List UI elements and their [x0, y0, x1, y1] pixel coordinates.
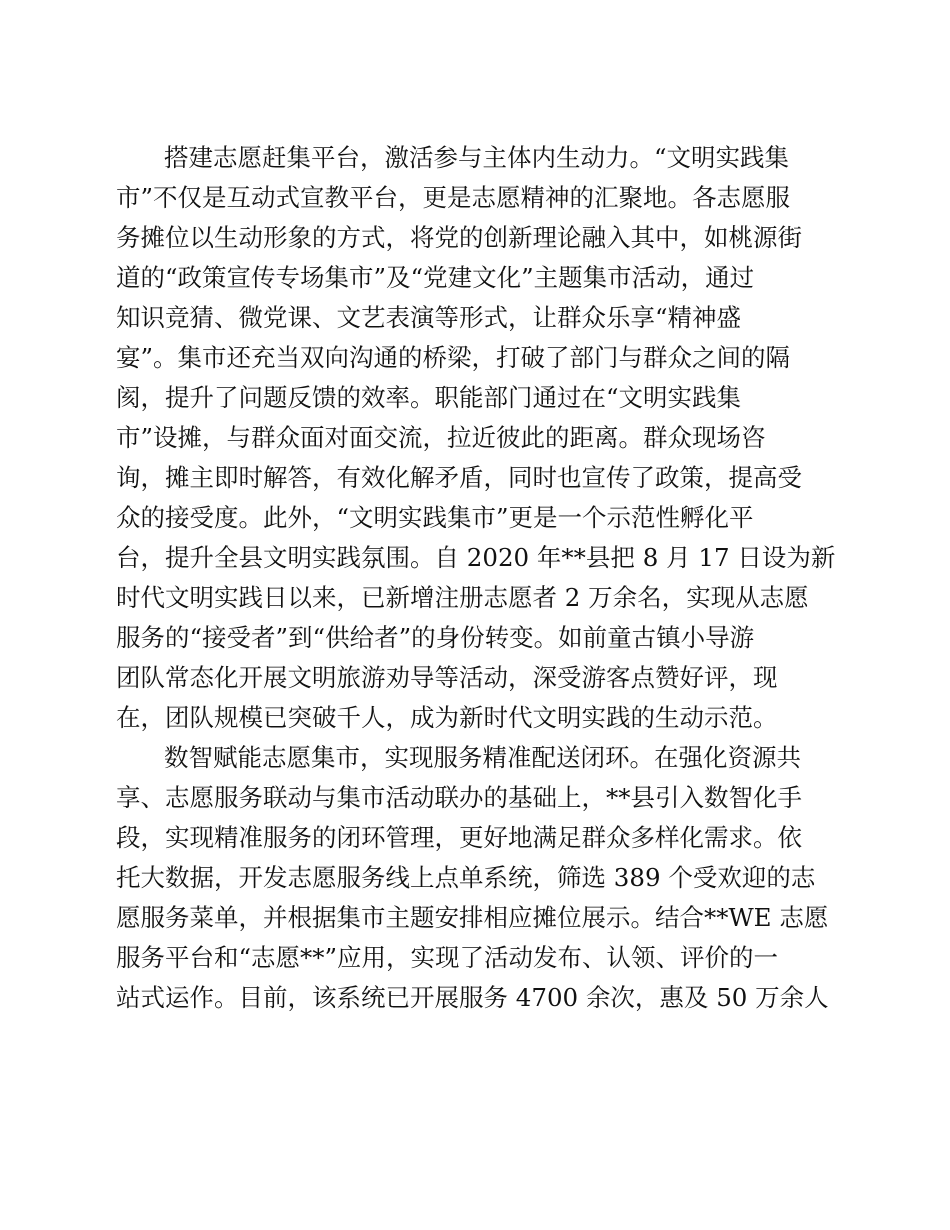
- paragraph-line: 众的接受度。此外，“文明实践集市”更是一个示范性孵化平: [116, 503, 754, 532]
- paragraph-line: 市”不仅是互动式宣教平台，更是志愿精神的汇聚地。各志愿服: [116, 183, 791, 212]
- paragraph-line: 数智赋能志愿集市，实现服务精准配送闭环。在强化资源共: [164, 743, 801, 772]
- paragraph-line: 知识竞猜、微党课、文艺表演等形式，让群众乐享“精神盛: [116, 303, 742, 332]
- paragraph-line: 宴”。集市还充当双向沟通的桥梁，打破了部门与群众之间的隔: [116, 343, 791, 372]
- paragraph-line: 段，实现精准服务的闭环管理，更好地满足群众多样化需求。依: [116, 823, 802, 852]
- paragraph-line: 市”设摊，与群众面对面交流，拉近彼此的距离。群众现场咨: [116, 423, 766, 452]
- paragraph-line: 时代文明实践日以来，已新增注册志愿者 2 万余名，实现从志愿: [116, 583, 809, 612]
- paragraph-line: 服务的“接受者”到“供给者”的身份转变。如前童古镇小导游: [116, 623, 755, 652]
- paragraph-line: 享、志愿服务联动与集市活动联办的基础上，**县引入数智化手: [116, 783, 802, 812]
- paragraph-line: 台，提升全县文明实践氛围。自 2020 年**县把 8 月 17 日设为新: [116, 543, 836, 572]
- paragraph-line: 道的“政策宣传专场集市”及“党建文化”主题集市活动，通过: [116, 263, 755, 292]
- paragraph-line: 询，摊主即时解答，有效化解矛盾，同时也宣传了政策，提高受: [116, 463, 802, 492]
- paragraph-line: 搭建志愿赶集平台，激活参与主体内生动力。“文明实践集: [164, 143, 790, 172]
- paragraph-line: 阂，提升了问题反馈的效率。职能部门通过在“文明实践集: [116, 383, 742, 412]
- paragraph-line: 在，团队规模已突破千人，成为新时代文明实践的生动示范。: [116, 703, 778, 732]
- paragraph-line: 团队常态化开展文明旅游劝导等活动，深受游客点赞好评，现: [116, 663, 778, 692]
- paragraph-line: 托大数据，开发志愿服务线上点单系统，筛选 389 个受欢迎的志: [116, 863, 816, 892]
- paragraph-line: 服务平台和“志愿**”应用，实现了活动发布、认领、评价的一: [116, 943, 779, 972]
- paragraph-line: 愿服务菜单，并根据集市主题安排相应摊位展示。结合**WE 志愿: [116, 903, 829, 932]
- paragraph-line: 站式运作。目前，该系统已开展服务 4700 余次，惠及 50 万余人: [116, 983, 829, 1012]
- paragraph-line: 务摊位以生动形象的方式，将党的创新理论融入其中，如桃源街: [116, 223, 802, 252]
